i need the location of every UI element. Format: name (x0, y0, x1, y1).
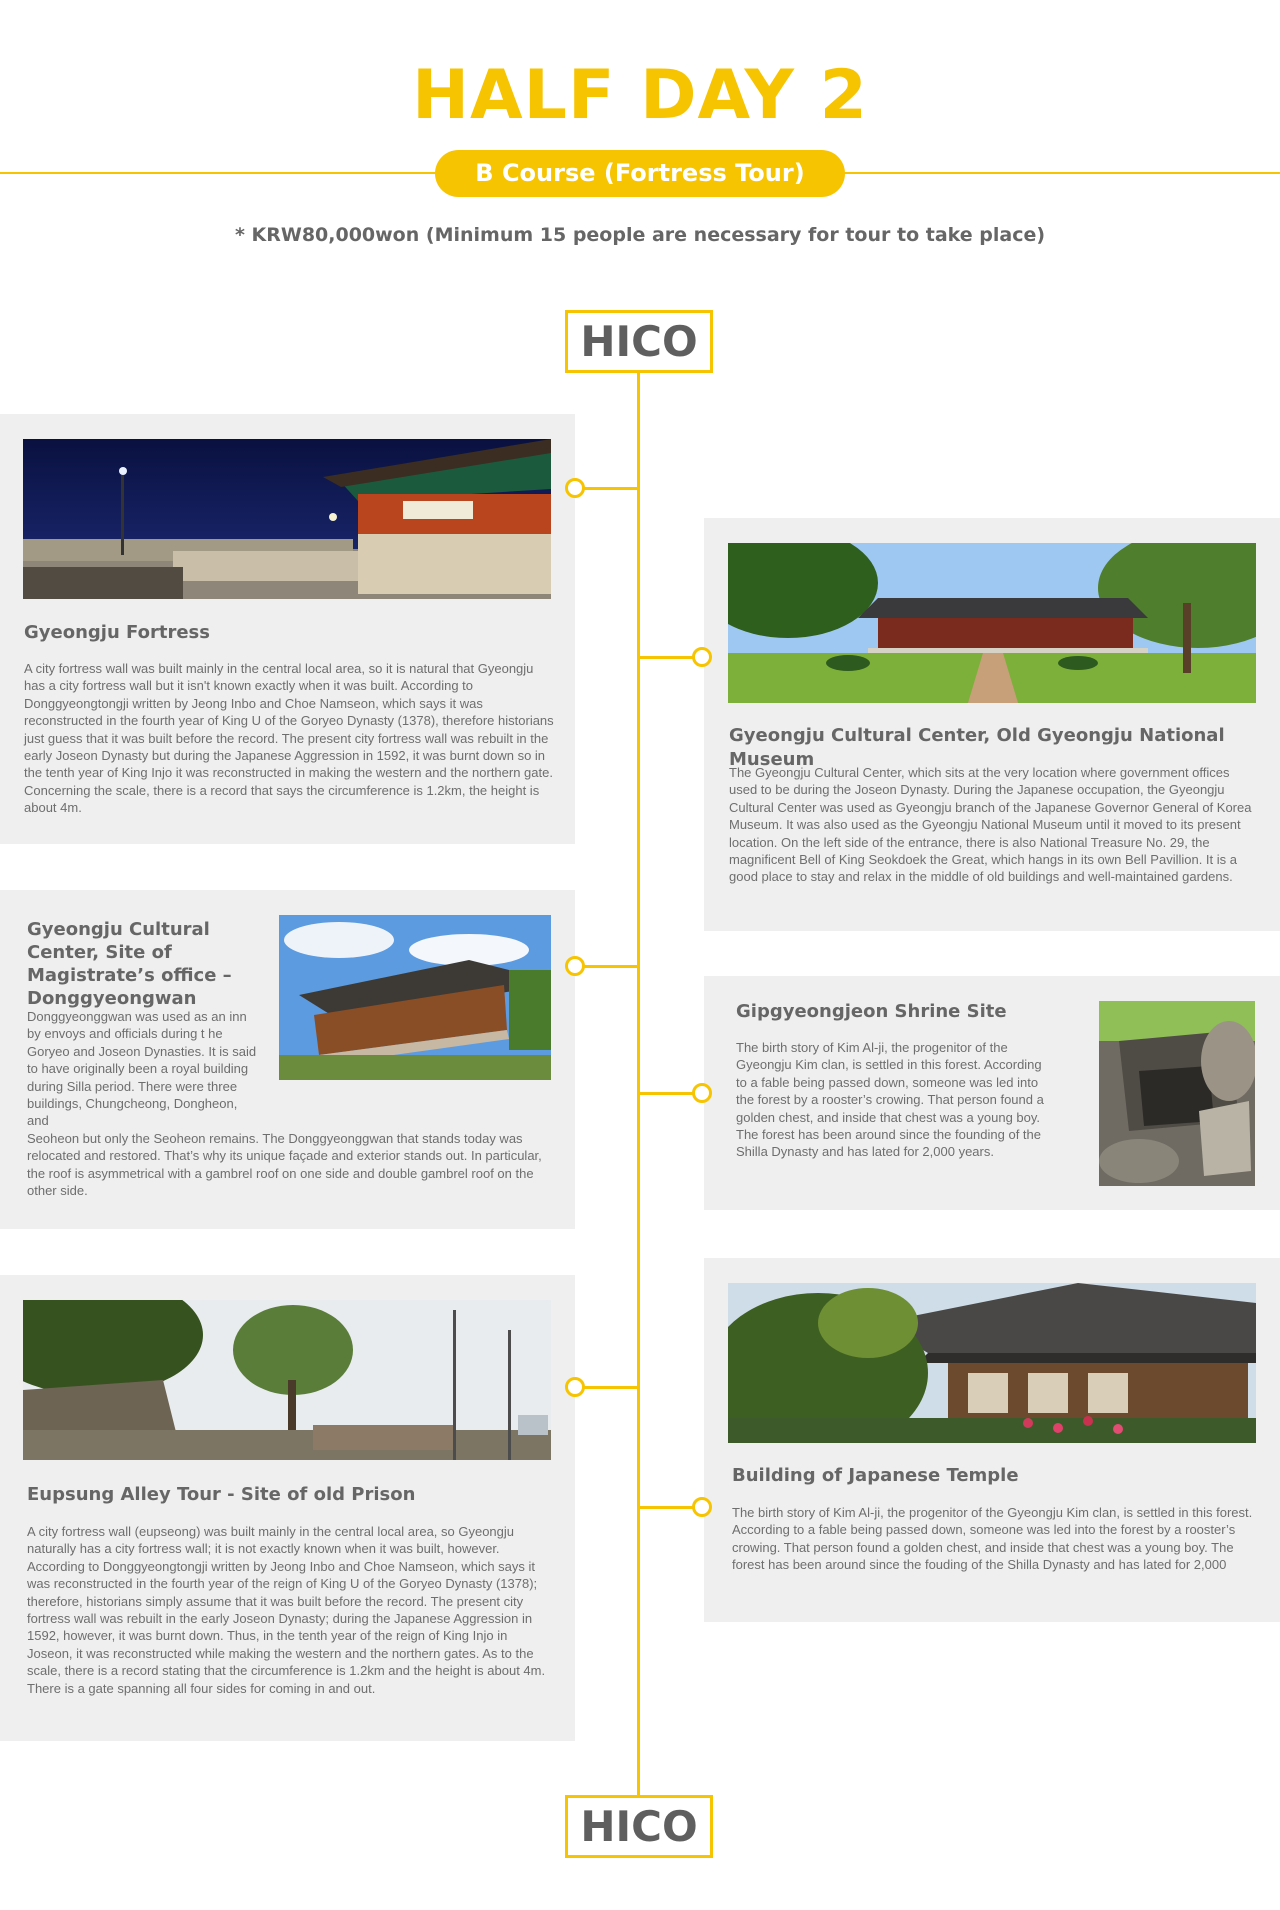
timeline-connector (584, 965, 638, 968)
stop-card-donggyeongwan (0, 890, 575, 1229)
timeline-node (565, 956, 585, 976)
price-note: * KRW80,000won (Minimum 15 people are necessary for tour to take place) (234, 224, 1046, 246)
course-badge: B Course (Fortress Tour) (435, 150, 845, 197)
stop-card-japanese-temple (704, 1258, 1280, 1622)
stop-title: Gyeongju Cultural Center, Old Gyeongju National Museum (729, 725, 1225, 770)
stop-description: The Gyeongju Cultural Center, which sits at the very location where government offices used to be during the Joseon Dynasty. During the Japanese occupation, the Gyeongju Cultural Center was used as Gyeongju branch of the Japanese Governor General of Korea Museum. It was also used as the Gyeongju National Museum until it moved to its present location. On the left side of the entrance, there is also National Treasure No. 29, the magnificent Bell of King Seokdoek the Great, which hangs in its own Bell Pavillion. It is a good place to stay and relax in the middle of old buildings and well-maintained gardens. (729, 765, 1252, 885)
page-title: HALF DAY 2 (412, 56, 868, 135)
stop-title: Building of Japanese Temple (732, 1465, 1019, 1486)
timeline-node (692, 1497, 712, 1517)
stop-title: Eupsung Alley Tour - Site of old Prison (27, 1484, 416, 1505)
stop-description: The birth story of Kim Al-ji, the progenitor of the Gyeongju Kim clan, is settled in this forest. According to a fable being passed down, someone was led into the forest by a rooster’s crowing. That person found a golden chest, and inside that chest was a young boy. The forest has been around since the founding of the Shilla Dynasty and has lated for 2,000 years. (736, 1040, 1044, 1160)
shrine-site-photo (1099, 1001, 1255, 1186)
stop-card-gyeongju-fortress (0, 414, 575, 844)
stop-description: A city fortress wall was built mainly in the central local area, so it is natural that Gyeongju has a city fortress wall but it isn't known exactly when it was built. According to Donggyeongtongji written by Jeong Inbo and Choe Namseon, which says it was reconstructed in the fourth year of King U of the Goryeo Dynasty (1378), therefore historians just guess that it was built before the record. The present city fortress wall was rebuilt in the early Joseon Dynasty but during the Japanese Aggression in 1592, it was burnt down so in the tenth year of King Injo it was reconstructed in making the western and the northern gate. Concerning the scale, there is a record that says the circumference is 1.2km, the height is about 4m. (24, 661, 554, 816)
timeline-end-badge: HICO (565, 1795, 713, 1858)
stop-title: Gipgyeongjeon Shrine Site (736, 1001, 1007, 1022)
timeline-connector (639, 1092, 694, 1095)
timeline-connector (584, 487, 638, 490)
stop-description-top: Donggyeonggwan was used as an inn by envoys and officials during t he Goryeo and Joseon Dynasties. It is said to have originally been a royal building during Silla period. There were three buildings, Chungcheong, Dongheon, and (27, 1009, 257, 1129)
timeline-spine (637, 373, 640, 1795)
stop-card-old-national-museum (704, 518, 1280, 931)
stop-description: The birth story of Kim Al-ji, the progenitor of the Gyeongju Kim clan, is settled in this forest. According to a fable being passed down, someone was led into the forest by a rooster’s crowing. That person found a golden chest, and inside that chest was a young boy. The forest has been around since the fouding of the Shilla Dynasty and has lated for 2,000 (732, 1505, 1253, 1573)
timeline-connector (639, 1506, 694, 1509)
fortress-wall-street-photo (23, 1300, 551, 1460)
stop-description-bottom: Seoheon but only the Seoheon remains. The Donggyeonggwan that stands today was relocated and restored. That’s why its unique façade and exterior stands out. In particular, the roof is asymmetrical with a gambrel roof on one side and double gambrel roof on the other side. (27, 1131, 542, 1199)
japanese-temple-photo (728, 1283, 1256, 1443)
timeline-node (692, 647, 712, 667)
fortress-gate-night-photo (23, 439, 551, 599)
stop-title: Gyeongju Fortress (24, 622, 210, 643)
stop-description: A city fortress wall (eupseong) was built mainly in the central local area, so Gyeongju naturally has a city fortress wall; it is not exactly known when it was built, however. According to Donggyeongtongji written by Jeong Inbo and Choe Namseon, which says it was reconstructed in the fourth year of the reign of King U of the Goryeo Dynasty (1378); therefore, historians simply assume that it was built before the record. The present city fortress wall was rebuilt in the early Joseon Dynasty; during the Japanese Aggression in 1592, however, it was burnt down. Thus, in the tenth year of the reign of King Injo in Joseon, it was reconstructed while making the western and the northern gates. As to the scale, there is a record stating that the circumference is 1.2km and the height is about 4m. There is a gate spanning all four sides for coming in and out. (27, 1524, 546, 1696)
timeline-node (565, 1377, 585, 1397)
stop-card-eupsung-alley (0, 1275, 575, 1741)
timeline-start-badge: HICO (565, 310, 713, 373)
timeline-node (692, 1083, 712, 1103)
stop-card-gipgyeongjeon (704, 976, 1280, 1210)
timeline-connector (584, 1386, 638, 1389)
museum-garden-photo (728, 543, 1256, 703)
stop-title: Gyeongju Cultural Center, Site of Magistrate’s office – Donggyeongwan (27, 919, 232, 1009)
timeline-node (565, 478, 585, 498)
timeline-connector (639, 656, 694, 659)
donggyeongwan-building-photo (279, 915, 551, 1080)
